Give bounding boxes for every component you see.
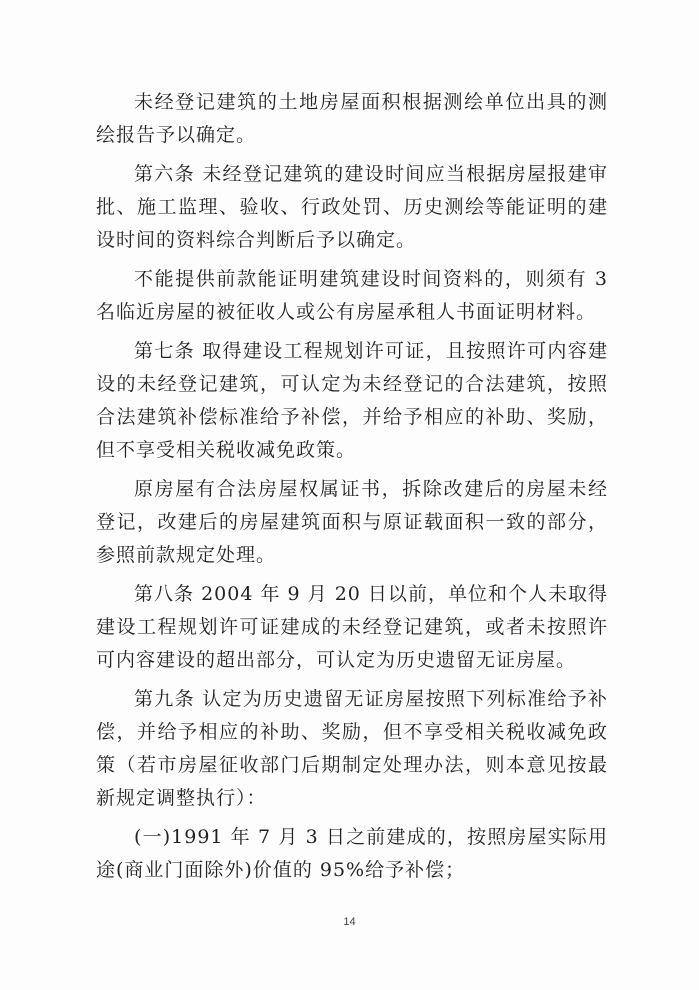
paragraph-article-6-supplement: 不能提供前款能证明建筑建设时间资料的，则须有 3 名临近房屋的被征收人或公有房屋承租人书面证明材料。	[96, 268, 608, 323]
paragraph-article-7-supplement: 原房屋有合法房屋权属证书，拆除改建后的房屋未经登记，改建后的房屋建筑面积与原证载面积一致的部分，参照前款规定处理。	[96, 478, 608, 566]
document-body	[96, 86, 608, 893]
paragraph-article-7: 第七条 取得建设工程规划许可证，且按照许可内容建设的未经登记建筑，可认定为未经登记的合法建筑，按照合法建筑补偿标准给予补偿，并给予相应的补助、奖励，但不享受相关税收减免政策。	[96, 340, 608, 461]
paragraph-article-6: 第六条 未经登记建筑的建设时间应当根据房屋报建审批、施工监理、验收、行政处罚、历史测绘等能证明的建设时间的资料综合判断后予以确定。	[96, 163, 608, 251]
paragraph-article-8: 第八条 2004 年 9 月 20 日以前，单位和个人未取得建设工程规划许可证建成的未经登记建筑，或者未按照许可内容建设的超出部分，可认定为历史遗留无证房屋。	[96, 583, 608, 671]
paragraph-area-determination: 未经登记建筑的土地房屋面积根据测绘单位出具的测绘报告予以确定。	[96, 91, 608, 146]
paragraph-article-9: 第九条 认定为历史遗留无证房屋按照下列标准给予补偿，并给予相应的补助、奖励，但不享受相关税收减免政策（若市房屋征收部门后期制定处理办法，则本意见按最新规定调整执行）：	[96, 688, 608, 809]
page-number: 14	[343, 916, 356, 928]
paragraph-article-9-item-1: (一)1991 年 7 月 3 日之前建成的，按照房屋实际用途(商业门面除外)价值的 95%给予补偿；	[96, 826, 608, 881]
